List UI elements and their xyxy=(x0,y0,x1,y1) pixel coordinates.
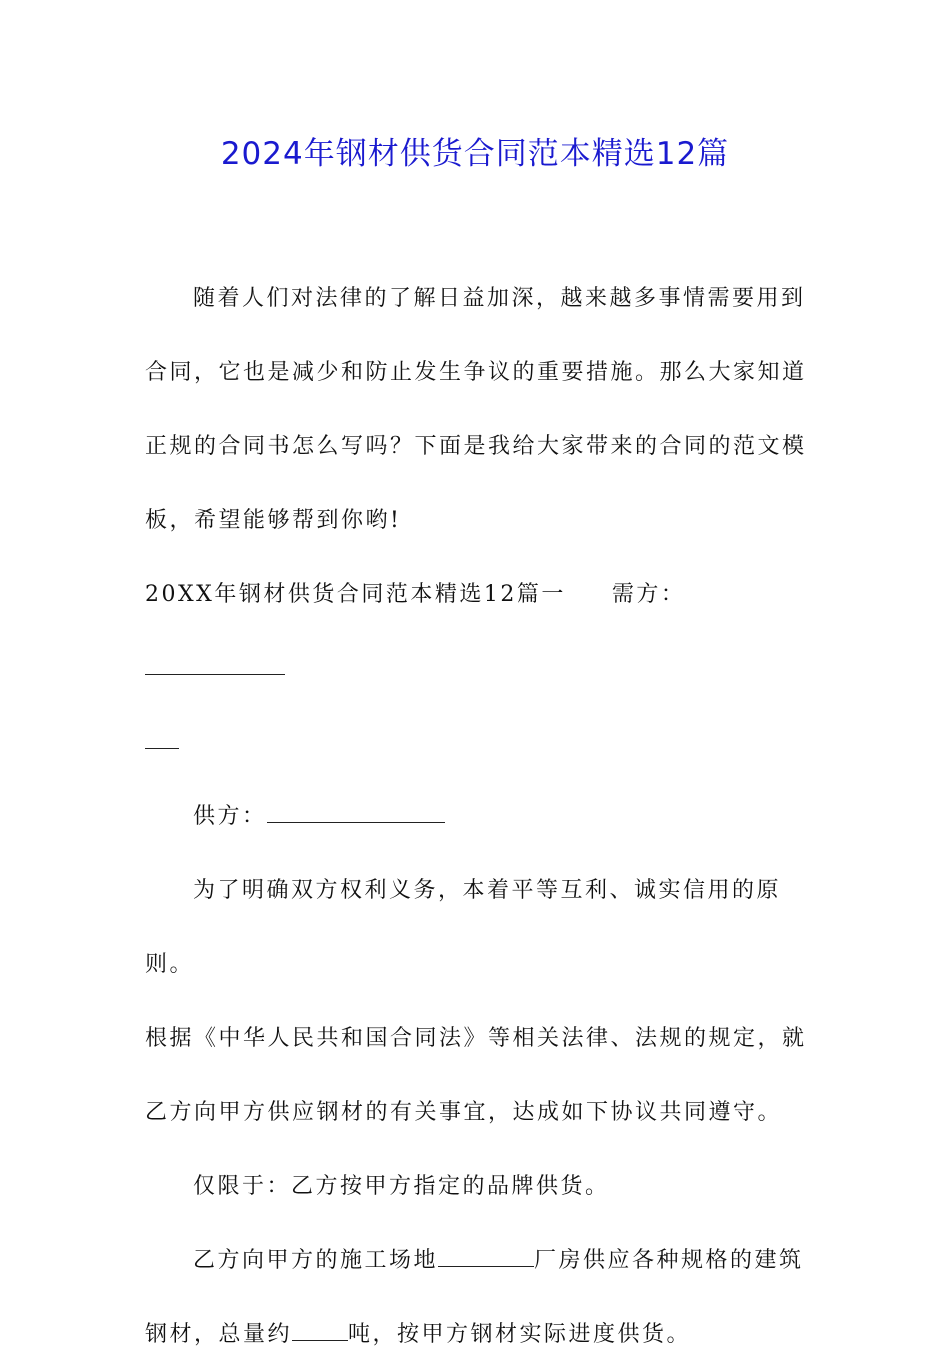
document-body xyxy=(145,262,810,1372)
supplier-label: 供方： xyxy=(193,804,267,829)
buyer-blank-tail xyxy=(145,730,179,749)
document-title: 2024年钢材供货合同范本精选12篇 xyxy=(220,136,730,172)
intro-line: 合同，它也是减少和防止发生争议的重要措施。那么大家知道 xyxy=(145,360,807,385)
supplier-blank xyxy=(267,804,445,823)
purpose-line: 为了明确双方权利义务，本着平等互利、诚实信用的原则。 xyxy=(145,878,782,977)
supply-clause-line xyxy=(145,1224,810,1298)
purpose-line: 乙方向甲方供应钢材的有关事宜，达成如下协议共同遵守。 xyxy=(145,1100,783,1125)
section-heading: 20XX年钢材供货合同范本精选12篇一 xyxy=(145,582,566,607)
quantity-blank xyxy=(292,1322,348,1341)
buyer-blank xyxy=(145,656,285,675)
supply-clause-line xyxy=(145,1298,810,1372)
purpose-line: 根据《中华人民共和国合同法》等相关法律、法规的规定，就 xyxy=(145,1026,807,1051)
intro-line: 正规的合同书怎么写吗？下面是我给大家带来的合同的范文模 xyxy=(145,434,807,459)
supply-clause-part: 钢材，总量约 xyxy=(145,1322,293,1347)
intro-line: 板，希望能够帮到你哟! xyxy=(145,508,402,533)
section-heading-line xyxy=(145,558,810,706)
supplier-line xyxy=(145,780,810,854)
supply-clause-part: 乙方向甲方的施工场地 xyxy=(193,1248,439,1273)
site-blank xyxy=(438,1248,534,1267)
brand-clause: 仅限于：乙方按甲方指定的品牌供货。 xyxy=(193,1174,610,1199)
supply-clause-part: 厂房供应各种规格的建筑 xyxy=(534,1248,804,1273)
intro-line: 随着人们对法律的了解日益加深，越来越多事情需要用到 xyxy=(193,286,806,311)
supply-clause-part: 吨，按甲方钢材实际进度供货。 xyxy=(348,1322,692,1347)
buyer-blank-continuation xyxy=(145,706,810,780)
buyer-label: 需方： xyxy=(611,582,686,607)
